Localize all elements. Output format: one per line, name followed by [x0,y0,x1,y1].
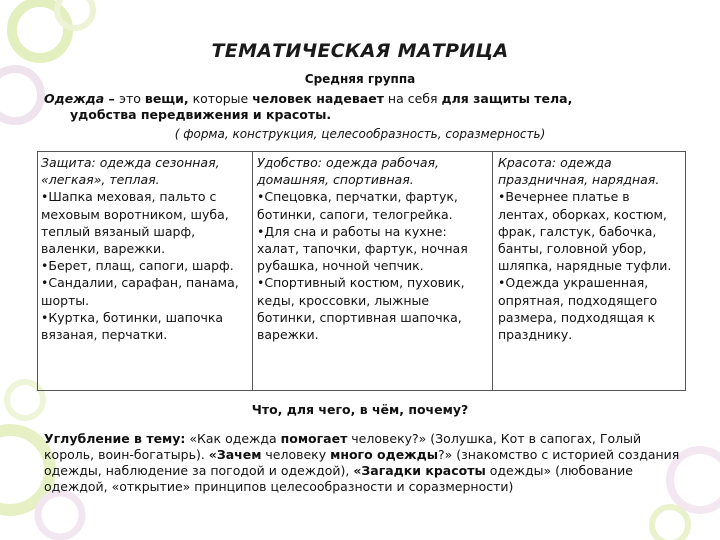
deepening-paragraph [44,431,684,495]
thematic-matrix [37,151,686,391]
column-divider [492,152,493,390]
page-title: ТЕМАТИЧЕСКАЯ МАТРИЦА [211,40,509,62]
list-item: • Берет, плащ, сапоги, шарф. [41,257,249,274]
list-item: • Для сна и работы на кухне: халат, тапочки, фартук, ночная рубашка, ночной чепчик. [257,223,488,275]
column-intro: одежда праздничная, нарядная. [498,155,660,188]
definition-text-2: вещи, [144,91,189,106]
aspects-note: ( форма, конструкция, целесообразность, соразмерность) [174,127,546,141]
definition-text-1: это [119,91,145,106]
list-item: • Шапка меховая, пальто с меховым воротником, шуба, теплый вязаный шарф, валенки, варежки. [41,188,249,257]
definition-text-6: для защиты тела, [441,91,573,106]
deepening-lead: Углубление в тему: [44,431,186,446]
list-item: • Одежда украшенная, опрятная, подходящего размера, подходящая к празднику. [498,274,683,343]
definition-text-5: на себя [383,91,442,106]
deepening-text: «Как одежда [185,431,281,446]
column-protection [41,152,249,343]
list-item: • Спортивный костюм, пуховик, кеды, кроссовки, лыжные ботинки, спортивная шапочка, варежки. [257,274,488,343]
column-heading: Красота: [498,155,557,170]
deepening-text: одежды» (любование одеждой, «открытие» принципов целесообразности и соразмерности) [44,463,633,494]
deepening-text: человеку?» (Золушка, Кот в сапогах, Голый король, воин-богатырь). [44,431,642,462]
definition [44,91,684,123]
deepening-text: человеку [261,447,331,462]
page-subtitle: Средняя группа [304,72,416,86]
deepening-text: ?» (знакомство с историей создания одежды, наблюдение за погодой и одеждой), [44,447,680,478]
definition-text-3: которые [188,91,253,106]
column-heading: Защита: [41,155,96,170]
definition-dash: – [104,91,120,106]
definition-line-2: удобства передвижения и красоты. [70,107,332,122]
list-item: • Вечернее платье в лентах, оборках, костюм, фрак, галстук, бабочка, банты, головной убор, шляпка, нарядные туфли. [498,188,683,274]
definition-text-4: человек надевает [252,91,384,106]
column-intro: одежда сезонная, «легкая», теплая. [41,155,220,188]
deepening-emphasis: «Зачем [208,447,262,462]
column-comfort [257,152,488,343]
list-item: • Куртка, ботинки, шапочка вязаная, перчатки. [41,309,249,343]
column-intro: одежда рабочая, домашняя, спортивная. [257,155,439,188]
column-beauty [498,152,683,343]
guiding-questions: Что, для чего, в чём, почему? [251,402,469,417]
deepening-emphasis: много одежды [330,447,439,462]
definition-term: Одежда [44,91,105,106]
list-item: • Спецовка, перчатки, фартук, ботинки, сапоги, телогрейка. [257,188,488,222]
column-heading: Удобство: [257,155,322,170]
deepening-emphasis: «Загадки красоты [353,463,486,478]
deepening-emphasis: помогает [280,431,348,446]
list-item: • Сандалии, сарафан, панама, шорты. [41,274,249,308]
column-divider [252,152,253,390]
